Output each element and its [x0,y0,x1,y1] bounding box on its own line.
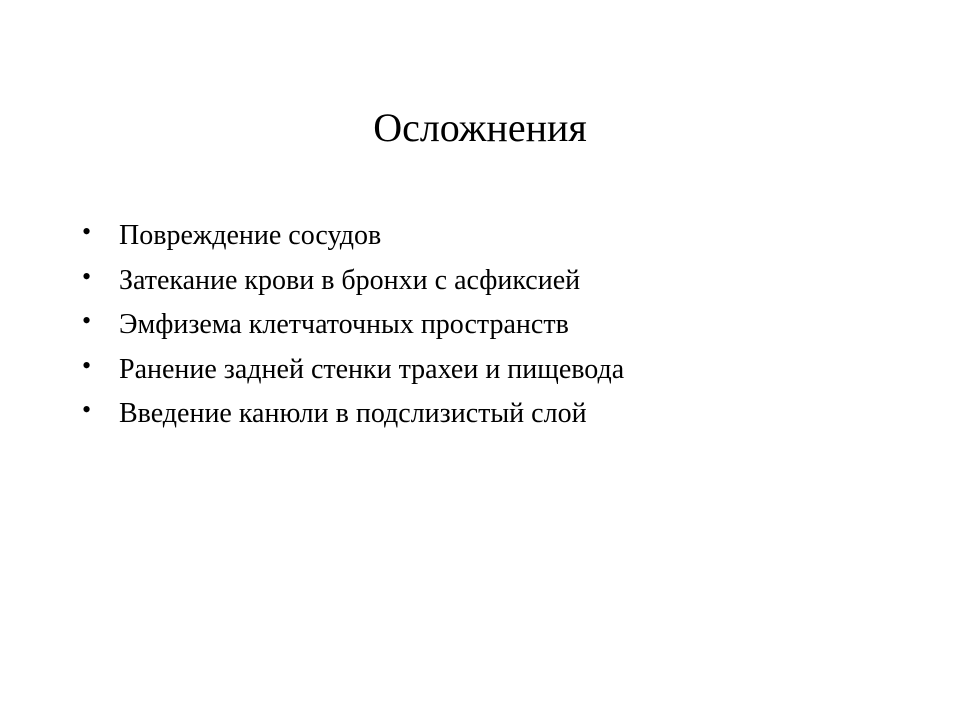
list-item-text: Повреждение сосудов [119,220,382,251]
slide-title: Осложнения [373,105,587,150]
bullet-icon: • [82,306,92,335]
bullet-icon: • [82,217,92,246]
list-item-text: Введение канюли в подслизистый слой [119,398,587,429]
bullet-icon: • [82,261,92,291]
list-item-text: Эмфизема клетчаточных пространств [119,309,569,340]
bullet-icon: • [82,350,92,380]
bullet-icon: • [82,395,92,424]
list-item-text: Затекание крови в бронхи с асфиксией [119,264,581,296]
list-item-text: Ранение задней стенки трахеи и пищевода [119,353,625,385]
